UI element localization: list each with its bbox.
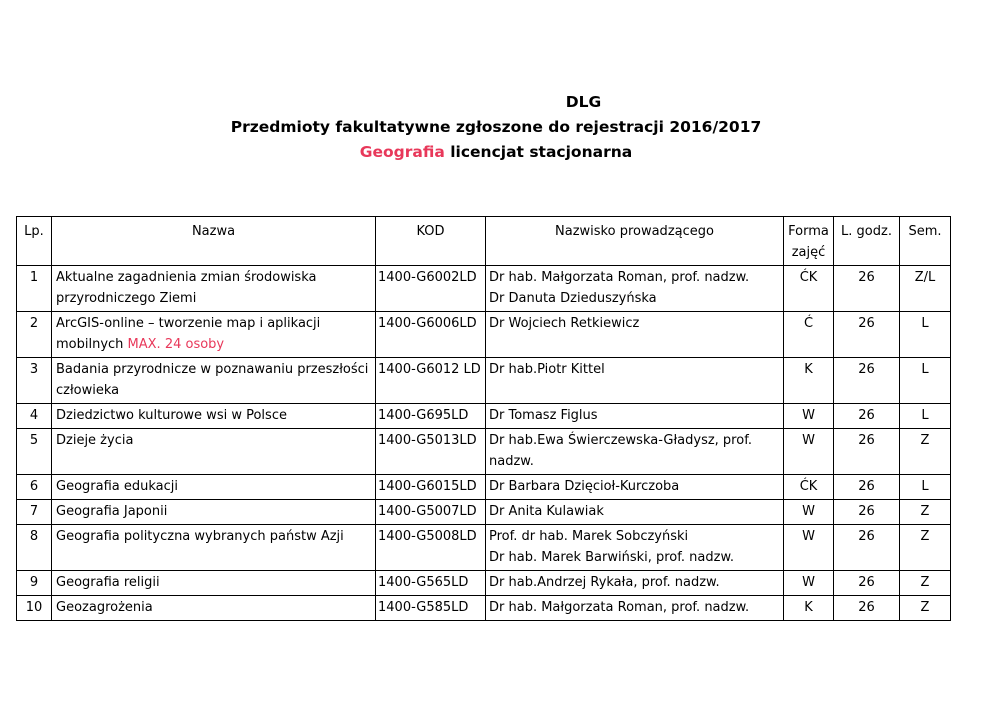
cell-lp: 1	[17, 266, 52, 312]
cell-sem: L	[900, 312, 951, 358]
document-header	[0, 90, 992, 165]
cell-prowadzacy	[486, 358, 784, 404]
cell-nazwa	[52, 312, 376, 358]
col-header-kod: KOD	[376, 217, 486, 266]
cell-sem: L	[900, 358, 951, 404]
lecturer-name: Dr hab.Ewa Świerczewska-Gładysz, prof. nadzw.	[489, 433, 752, 469]
lecturer-name-second: Dr Danuta Dzieduszyńska	[489, 291, 657, 306]
cell-forma: K	[784, 596, 834, 621]
table-row	[17, 571, 951, 596]
cell-forma: Ć	[784, 312, 834, 358]
cell-lp: 10	[17, 596, 52, 621]
cell-kod: 1400-G565LD	[376, 571, 486, 596]
course-name: Dziedzictwo kulturowe wsi w Polsce	[56, 408, 287, 423]
cell-godz: 26	[834, 429, 900, 475]
col-header-forma	[784, 217, 834, 266]
cell-godz: 26	[834, 358, 900, 404]
cell-sem: L	[900, 475, 951, 500]
cell-godz: 26	[834, 312, 900, 358]
cell-nazwa	[52, 358, 376, 404]
cell-kod: 1400-G6006LD	[376, 312, 486, 358]
cell-prowadzacy	[486, 429, 784, 475]
cell-nazwa	[52, 475, 376, 500]
cell-prowadzacy	[486, 312, 784, 358]
col-header-forma-line2: zajęć	[791, 245, 826, 260]
cell-kod: 1400-G6015LD	[376, 475, 486, 500]
cell-lp: 3	[17, 358, 52, 404]
col-header-prowadzacy: Nazwisko prowadzącego	[486, 217, 784, 266]
table-row	[17, 404, 951, 429]
cell-nazwa	[52, 429, 376, 475]
lecturer-name-second: Dr hab. Marek Barwiński, prof. nadzw.	[489, 550, 735, 565]
lecturer-name: Dr Wojciech Retkiewicz	[489, 316, 640, 331]
cell-prowadzacy	[486, 596, 784, 621]
course-name: Geozagrożenia	[56, 600, 153, 615]
cell-lp: 4	[17, 404, 52, 429]
courses-table	[16, 216, 951, 621]
col-header-nazwa: Nazwa	[52, 217, 376, 266]
cell-kod: 1400-G6002LD	[376, 266, 486, 312]
cell-sem: Z	[900, 596, 951, 621]
header-subtitle-rest: licencjat stacjonarna	[444, 143, 633, 161]
table-row	[17, 429, 951, 475]
table-row	[17, 500, 951, 525]
cell-kod: 1400-G6012 LD	[376, 358, 486, 404]
course-name: Geografia edukacji	[56, 479, 179, 494]
lecturer-name: Dr hab. Małgorzata Roman, prof. nadzw.	[489, 600, 750, 615]
cell-sem: L	[900, 404, 951, 429]
cell-forma: W	[784, 500, 834, 525]
cell-lp: 8	[17, 525, 52, 571]
cell-kod: 1400-G5008LD	[376, 525, 486, 571]
cell-lp: 7	[17, 500, 52, 525]
lecturer-name: Dr Barbara Dzięcioł-Kurczoba	[489, 479, 680, 494]
cell-nazwa	[52, 571, 376, 596]
table-header-row	[17, 217, 951, 266]
cell-godz: 26	[834, 404, 900, 429]
cell-prowadzacy	[486, 404, 784, 429]
lecturer-name: Dr hab. Małgorzata Roman, prof. nadzw.	[489, 270, 750, 285]
course-name-note: MAX. 24 osoby	[127, 337, 225, 352]
lecturer-name: Dr Tomasz Figlus	[489, 408, 598, 423]
cell-godz: 26	[834, 266, 900, 312]
lecturer-name: Dr hab.Andrzej Rykała, prof. nadzw.	[489, 575, 720, 590]
col-header-lp: Lp.	[17, 217, 52, 266]
cell-lp: 6	[17, 475, 52, 500]
cell-lp: 9	[17, 571, 52, 596]
table-row	[17, 312, 951, 358]
lecturer-name: Dr hab.Piotr Kittel	[489, 362, 605, 377]
course-name: Dzieje życia	[56, 433, 134, 448]
cell-nazwa	[52, 500, 376, 525]
cell-godz: 26	[834, 500, 900, 525]
cell-prowadzacy	[486, 571, 784, 596]
cell-kod: 1400-G695LD	[376, 404, 486, 429]
cell-sem: Z	[900, 429, 951, 475]
cell-forma: W	[784, 429, 834, 475]
cell-prowadzacy	[486, 266, 784, 312]
col-header-godz: L. godz.	[834, 217, 900, 266]
cell-nazwa	[52, 404, 376, 429]
cell-sem: Z	[900, 525, 951, 571]
header-title: Przedmioty fakultatywne zgłoszone do rejestracji 2016/2017	[230, 118, 762, 136]
lecturer-name: Dr Anita Kulawiak	[489, 504, 604, 519]
cell-godz: 26	[834, 525, 900, 571]
lecturer-name: Prof. dr hab. Marek Sobczyński	[489, 529, 689, 544]
col-header-sem: Sem.	[900, 217, 951, 266]
table-row	[17, 358, 951, 404]
cell-forma: W	[784, 571, 834, 596]
cell-sem: Z	[900, 571, 951, 596]
course-name: Geografia Japonii	[56, 504, 168, 519]
table-row	[17, 525, 951, 571]
header-code: DLG	[565, 93, 602, 111]
cell-forma: W	[784, 404, 834, 429]
cell-godz: 26	[834, 596, 900, 621]
table-row	[17, 596, 951, 621]
cell-prowadzacy	[486, 525, 784, 571]
header-subtitle-highlight: Geografia	[359, 143, 445, 161]
cell-kod: 1400-G585LD	[376, 596, 486, 621]
table-row	[17, 266, 951, 312]
cell-prowadzacy	[486, 475, 784, 500]
cell-nazwa	[52, 596, 376, 621]
table-row	[17, 475, 951, 500]
course-name: Badania przyrodnicze w poznawaniu przeszłości człowieka	[56, 362, 369, 398]
cell-forma: ĆK	[784, 475, 834, 500]
cell-kod: 1400-G5013LD	[376, 429, 486, 475]
cell-sem: Z/L	[900, 266, 951, 312]
cell-forma: ĆK	[784, 266, 834, 312]
cell-nazwa	[52, 525, 376, 571]
cell-godz: 26	[834, 571, 900, 596]
course-name: Aktualne zagadnienia zmian środowiska przyrodniczego Ziemi	[56, 270, 317, 306]
course-name: ArcGIS-online – tworzenie map i aplikacji mobilnych	[56, 316, 321, 352]
header-subtitle	[0, 140, 992, 165]
cell-lp: 5	[17, 429, 52, 475]
course-name: Geografia religii	[56, 575, 160, 590]
col-header-forma-line1: Forma	[788, 224, 829, 239]
cell-forma: K	[784, 358, 834, 404]
course-name: Geografia polityczna wybranych państw Azji	[56, 529, 344, 544]
cell-sem: Z	[900, 500, 951, 525]
cell-godz: 26	[834, 475, 900, 500]
cell-kod: 1400-G5007LD	[376, 500, 486, 525]
cell-prowadzacy	[486, 500, 784, 525]
cell-nazwa	[52, 266, 376, 312]
cell-forma: W	[784, 525, 834, 571]
cell-lp: 2	[17, 312, 52, 358]
